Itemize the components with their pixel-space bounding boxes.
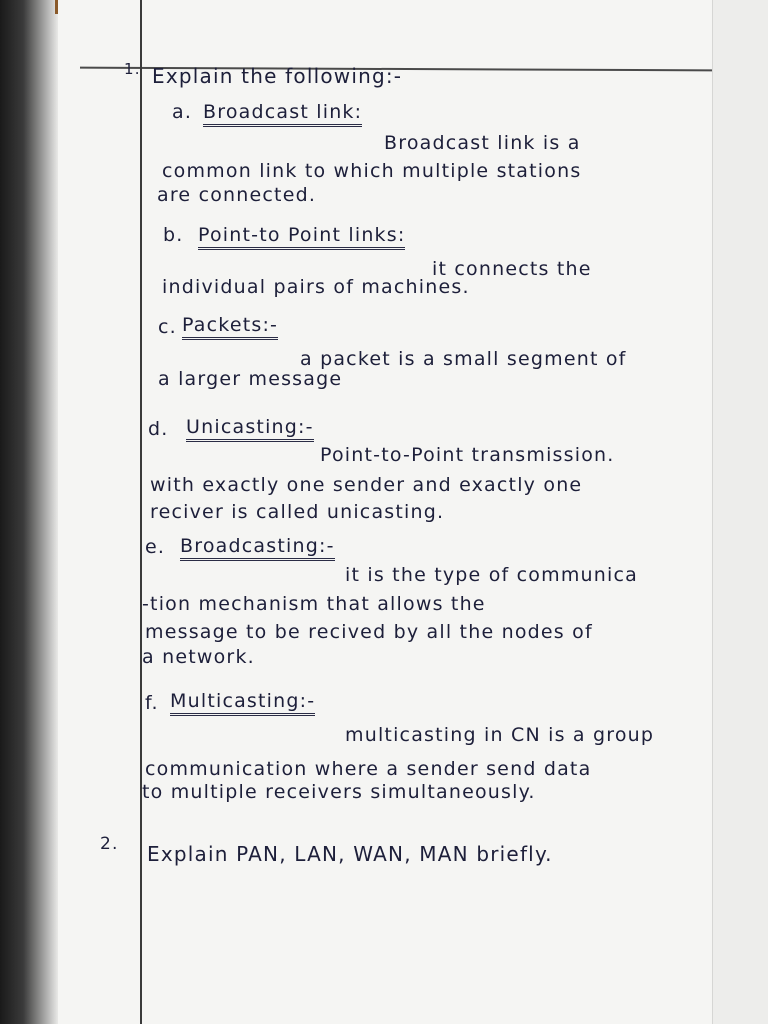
item-letter: e. (145, 536, 166, 558)
answer-line: -tion mechanism that allows the (142, 593, 486, 615)
item-heading: Point-to Point links: (198, 224, 405, 250)
item-heading: Packets:- (182, 314, 278, 340)
item-letter: b. (163, 224, 184, 246)
item-letter: a. (172, 101, 193, 123)
question-number: 2. (100, 834, 119, 854)
item-letter: f. (145, 692, 159, 714)
answer-line: a packet is a small segment of (300, 348, 627, 370)
answer-line: individual pairs of machines. (162, 276, 470, 298)
answer-line: multicasting in CN is a group (345, 724, 655, 746)
answer-line: reciver is called unicasting. (150, 501, 445, 523)
answer-line: it connects the (432, 258, 592, 280)
item-heading: Broadcast link: (203, 101, 362, 127)
item-heading: Multicasting:- (170, 690, 315, 716)
answer-line: a larger message (158, 368, 343, 390)
answer-line: communication where a sender send data (145, 758, 592, 780)
answer-line: message to be recived by all the nodes of (145, 621, 593, 643)
question-title: Explain the following:- (152, 64, 403, 88)
margin-line (140, 0, 142, 1024)
photo-background-left (0, 0, 58, 1024)
answer-line: to multiple receivers simultaneously. (142, 781, 536, 803)
item-heading: Unicasting:- (186, 416, 314, 442)
answer-line: Broadcast link is a (384, 132, 581, 154)
item-letter: c. (158, 316, 177, 338)
item-heading: Broadcasting:- (180, 535, 335, 561)
answer-line: are connected. (157, 184, 317, 206)
question-title: Explain PAN, LAN, WAN, MAN briefly. (147, 842, 553, 866)
page-right-edge (712, 0, 768, 1024)
question-number: 1. (124, 60, 141, 78)
answer-line: with exactly one sender and exactly one (150, 474, 583, 496)
answer-line: common link to which multiple stations (162, 160, 582, 182)
answer-line: it is the type of communica (345, 564, 638, 586)
answer-line: a network. (142, 646, 255, 668)
item-letter: d. (148, 418, 169, 440)
answer-line: Point-to-Point transmission. (320, 444, 615, 466)
